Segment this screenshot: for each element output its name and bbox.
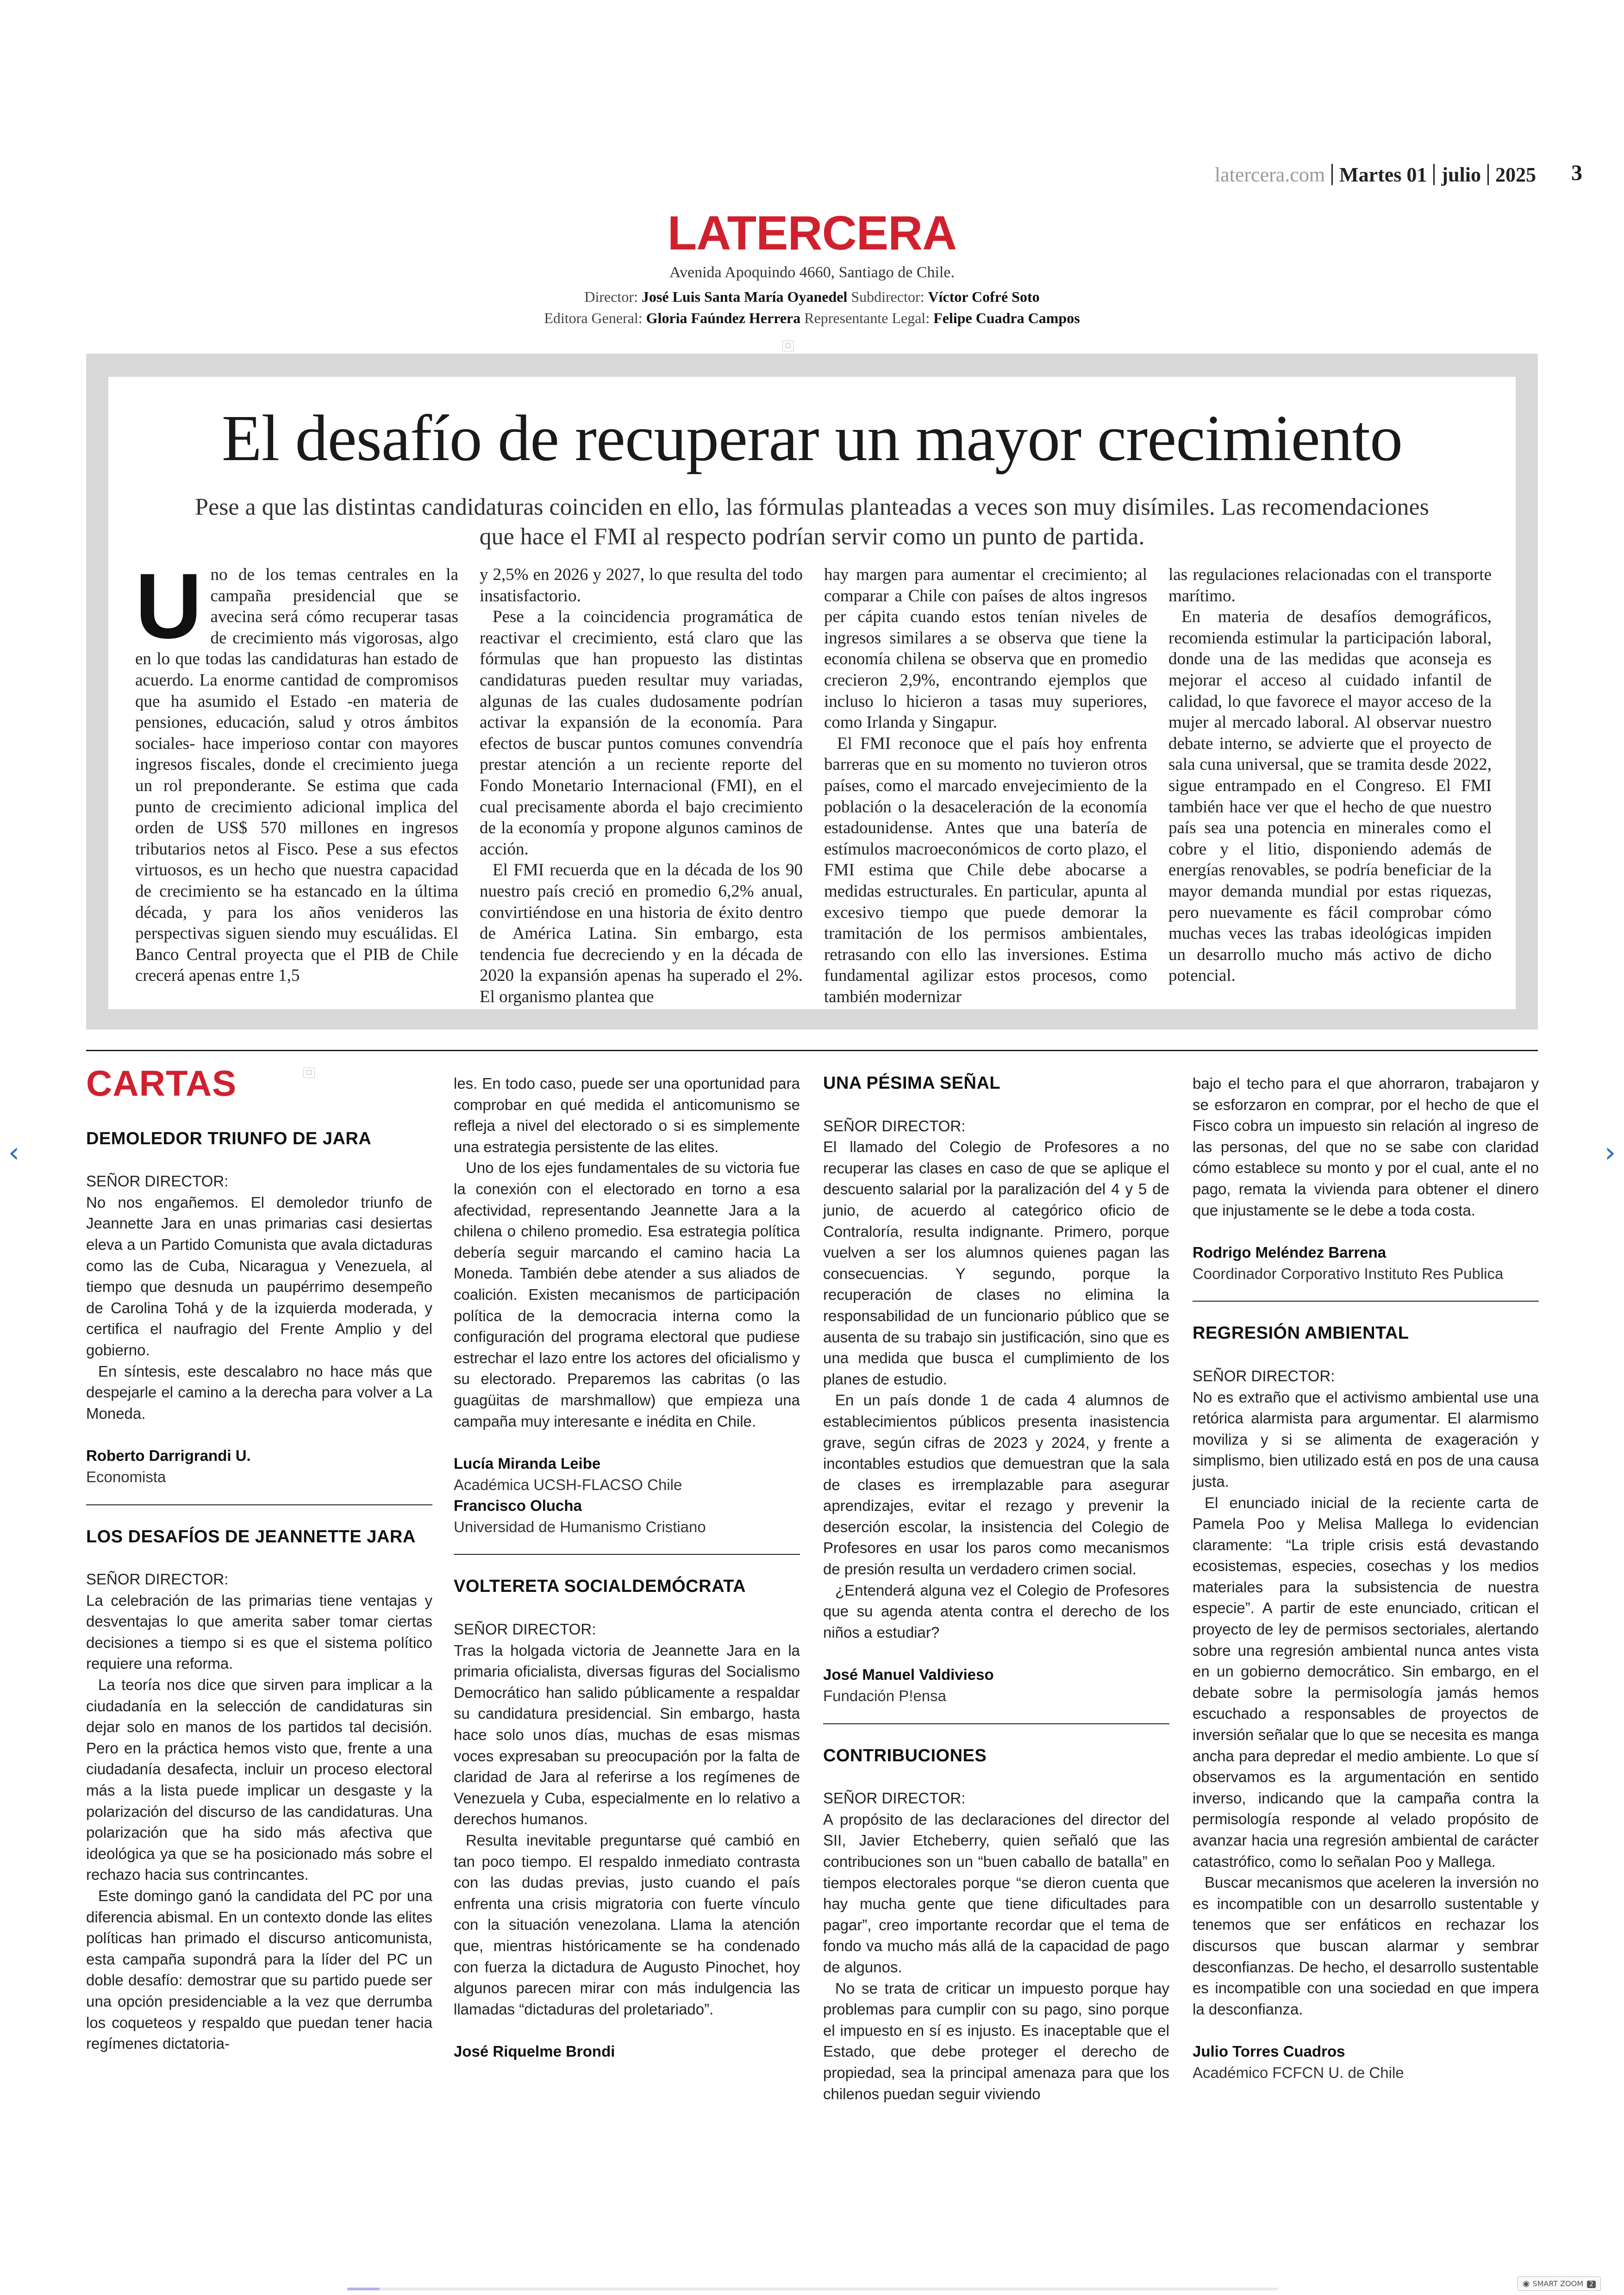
letter-salutation: SEÑOR DIRECTOR: xyxy=(454,1621,596,1638)
editorial-paragraph: las regulaciones relacionadas con el transporte marítimo. xyxy=(1168,565,1492,605)
letter-affiliation: Economista xyxy=(86,1468,166,1485)
letters-column-4 xyxy=(1193,1073,1539,2083)
letter-signature: Francisco Olucha xyxy=(454,1497,582,1515)
issue-date-line xyxy=(1215,163,1536,187)
letter-paragraph: Uno de los ejes fundamentales de su victoria fue la conexión con el electorado en torno a esa afectividad, representando Jeannette Jara a la chilena o chileno promedio. Esa estrategia política debería seguir marcando el camino hacia La Moneda. También debe atender a sus aliados de coalición. Existen mecanismos de participación política de la democracia interna como la configuración del programa electoral que pudiese estrechar el lazo entre los actores del oficialismo y su electorado. Preparemos las cabritas (o las guagüitas de marshmallow) que empieza una campaña muy interesante e inédita en Chile. xyxy=(454,1159,800,1430)
section-divider xyxy=(86,1050,1538,1051)
staff-box xyxy=(0,286,1624,329)
letter-divider xyxy=(823,1723,1169,1724)
page-scroll-bar[interactable] xyxy=(347,2288,1278,2290)
letter-affiliation: Académico FCFCN U. de Chile xyxy=(1193,2064,1404,2081)
editorial-paragraph: hay margen para aumentar el crecimiento; al comparar a Chile con países de altos ingresos per cápita cuando estos tenían niveles de ingresos similares a se observa que tiene la economía chilena se observa que en promedio crecieron 2,9%, encontrando ejemplos que incluso lo hicieron a tasas muy superiores, como Irlanda y Singapur. xyxy=(824,565,1147,732)
smart-zoom-button[interactable] xyxy=(1518,2276,1601,2291)
marker-icon: ☐ xyxy=(303,1067,315,1078)
editorial-column xyxy=(1168,564,1492,1007)
smart-zoom-badge: 2 xyxy=(1587,2281,1596,2288)
letter-paragraph: La teoría nos dice que sirven para implicar a la ciudadanía en la selección de candidaturas sin dejar solo en manos de los partidos tal decisión. Pero en la práctica hemos visto que, frente a una ciudadanía desafecta, incluir un proceso electoral más a la lista puede implicar un desgaste y la polarización del discurso de las candidaturas. Una polarización que ha sido más afectiva que ideológica ya que se ha posicionado más sobre el rechazo hacia sus contrincantes. xyxy=(86,1676,432,1883)
letter-title: REGRESIÓN AMBIENTAL xyxy=(1193,1323,1409,1343)
letter-divider xyxy=(1193,1301,1539,1302)
letter-signature: Lucía Miranda Leibe xyxy=(454,1455,601,1472)
letter-paragraph: En síntesis, este descalabro no hace más que despejarle el camino a la derecha para volver a La Moneda. xyxy=(86,1362,432,1422)
separator xyxy=(1433,164,1435,185)
letter-signature: José Riquelme Brondi xyxy=(454,2043,615,2060)
eye-icon: ◉ xyxy=(1522,2279,1530,2289)
letter-salutation: SEÑOR DIRECTOR: xyxy=(1193,1367,1335,1384)
letter-paragraph: El llamado del Colegio de Profesores a no recuperar las clases en caso de que se aplique el descuento salarial por la paralización del 4 y 5 de junio, de acuerdo al categórico oficio de Contraloría, resulta indignante. Primero, porque vuelven a ser los alumnos quienes pagan las consecuencias. Y segundo, porque la recuperación de clases no elimina la responsabilidad de un funcionario público que se ausenta de su trabajo sin justificación, sino que es una medida que busca el cumplimiento de los planes de estudio. xyxy=(823,1138,1169,1388)
editorial-paragraph: y 2,5% en 2026 y 2027, lo que resulta del todo insatisfactorio. xyxy=(480,565,803,605)
letter-paragraph: les. En todo caso, puede ser una oportunidad para comprobar en qué medida el anticomunismo se refleja a nivel del electorado o si es simplemente una estrategia persistente de las elites. xyxy=(454,1075,800,1155)
next-page-icon[interactable]: › xyxy=(1605,1136,1616,1169)
letter-paragraph: ¿Entenderá alguna vez el Colegio de Profesores que su agenda atenta contra el derecho de los niños a estudiar? xyxy=(823,1581,1169,1641)
prev-page-icon[interactable]: ‹ xyxy=(8,1136,19,1169)
letter-signature: José Manuel Valdivieso xyxy=(823,1666,994,1684)
newspaper-logo: LATERCERA xyxy=(667,206,957,260)
editorial-body xyxy=(135,555,1492,1007)
letter-affiliation: Coordinador Corporativo Instituto Res Publica xyxy=(1193,1265,1504,1282)
smart-zoom-label: SMART ZOOM xyxy=(1532,2279,1584,2288)
editorial-paragraph: En materia de desafíos demográficos, recomienda estimular la participación laboral, donde una de las medidas que aconseja es mejorar el acceso al cuidado infantil de calidad, lo que favorece el mayor acceso de la mujer al mercado laboral. Al observar nuestro debate interno, se advierte que el proyecto de sala cuna universal, que se tramita desde 2022, sigue entrampado en el Congreso. El FMI también hace ver que el hecho de que nuestro país sea una potencia en minerales como el cobre y el litio, disponiendo además de energías renovables, se podría beneficiar de la mayor demanda mundial por estas riquezas, pero nuevamente es fácil comprobar cómo muchas veces las trabas ideológicas impiden un desarrollo mucho más activo de dicho potencial. xyxy=(1168,607,1492,985)
letter-affiliation: Universidad de Humanismo Cristiano xyxy=(454,1518,706,1535)
section-title: CARTAS xyxy=(86,1063,237,1104)
staff-name: Víctor Cofré Soto xyxy=(928,288,1040,305)
issue-month: julio xyxy=(1441,163,1481,186)
staff-role: Director: xyxy=(584,288,638,305)
letter-salutation: SEÑOR DIRECTOR: xyxy=(823,1117,966,1135)
letter-paragraph: El enunciado inicial de la reciente carta de Pamela Poo y Melisa Mallega lo evidencian claramente: “La triple crisis está devastando ecosistemas, especies, cosechas y los medios materiales para la subsistencia de nuestra especie”. A partir de este enunciado, critican el proyecto de ley de permisos sectoriales, alertando sobre una regresión ambiental nunca antes vista en un gobierno democrático. Sin embargo, en el debate sobre la permisología jamás hemos escuchado a responsables de proyectos de inversión señalar que lo que se necesita es manga ancha para depredar el medio ambiente. Lo que sí observamos es la argumentación en sentido inverso, indicando que la campaña contra la permisología responde al velado propósito de avanzar hacia una regresión ambiental de carácter catastrófico, como lo señalan Poo y Mallega. xyxy=(1193,1494,1539,1870)
site-name: latercera.com xyxy=(1214,163,1325,186)
editorial-article xyxy=(108,377,1516,1009)
editorial-title: El desafío de recuperar un mayor crecimiento xyxy=(221,401,1403,474)
editorial-paragraph: El FMI recuerda que en la década de los 90 nuestro país creció en promedio 6,2% anual, convirtiéndose en una historia de éxito dentro de América Latina. Sin embargo, esta tendencia fue decreciendo y en la década de 2020 la expansión apenas ha superado el 2%. El organismo plantea que xyxy=(480,861,803,1006)
editorial-column xyxy=(480,564,803,1007)
letter-paragraph: Tras la holgada victoria de Jeannette Jara en la primaria oficialista, diversas figuras del Socialismo Democrático han salido públicamente a respaldar su candidatura presidencial. Sin embargo, hasta hace solo unos días, muchas de esas mismas voces expresaban su preocupación por la falta de claridad de Jara al referirse a los regímenes de Venezuela y Cuba, especialmente en lo relativo a derechos humanos. xyxy=(454,1641,800,1828)
letter-paragraph: No nos engañemos. El demoledor triunfo de Jeannette Jara en unas primarias casi desiertas eleva a un Partido Comunista que avala dictaduras como las de Cuba, Nicaragua y Venezuela, al tiempo que desnuda un paupérrimo desempeño de Carolina Tohá y de la izquierda moderada, y certifica el naufragio del Frente Amplio y del gobierno. xyxy=(86,1193,432,1359)
issue-year: 2025 xyxy=(1495,163,1536,186)
masthead xyxy=(0,206,1624,329)
letter-divider xyxy=(454,1554,800,1555)
letter-paragraph: Este domingo ganó la candidata del PC por una diferencia abismal. En un contexto donde las elites políticas han primado el discurso anticomunista, esta campaña supondrá para la líder del PC un doble desafío: demostrar que su partido puede ser una opción presidenciable a la vez que derrumba los coqueteos y respaldo que puedan tener hacia regímenes dictatoria- xyxy=(86,1887,432,2052)
separator xyxy=(1331,164,1333,185)
letter-affiliation: Académica UCSH-FLACSO Chile xyxy=(454,1476,682,1493)
scroll-thumb[interactable] xyxy=(347,2288,380,2290)
editorial-frame xyxy=(86,354,1538,1029)
marker-icon: ☐ xyxy=(782,341,794,351)
editorial-paragraph: Pese a la coincidencia programática de reactivar el crecimiento, está claro que las fórmulas que han propuesto las distintas candidaturas pueden resultar muy variadas, algunas de las cuales dudosamente podrían activar la expansión de la economía. Para efectos de buscar puntos comunes convendría prestar atención a un reciente reporte del Fondo Monetario Internacional (FMI), en el cual precisamente aborda el bajo crecimiento de la economía y propone algunos caminos de acción. xyxy=(480,607,803,859)
letter-title: UNA PÉSIMA SEÑAL xyxy=(823,1073,1001,1093)
separator xyxy=(1487,164,1489,185)
editorial-paragraph: no de los temas centrales en la campaña presidencial que se avecina será cómo recuperar tasas de crecimiento más vigorosas, algo en lo que todas las candidaturas han estado de acuerdo. La enorme cantidad de compromisos que ha asumido el Estado -en materia de pensiones, educación, salud y otros ámbitos sociales- hace imperioso contar con mayores ingresos fiscales, donde el crecimiento juega un rol preponderante. Se estima que cada punto de crecimiento adicional implica del orden de US$ 570 millones en ingresos tributarios netos al Fisco. Pese a sus efectos virtuosos, es un hecho que nuestra capacidad de crecimiento se ha estancado en la última década, y para los años venideros las perspectivas siguen siendo muy escuálidas. El Banco Central proyecta que el PIB de Chile crecerá apenas entre 1,5 xyxy=(135,565,458,985)
issue-day: Martes 01 xyxy=(1339,163,1427,186)
letter-paragraph: A propósito de las declaraciones del director del SII, Javier Etcheberry, quien señaló que las contribuciones son un “buen caballo de batalla” en tiempos electorales porque “se dieron cuenta que hay mucha gente que tiene dificultades para pagar”, creo importante recordar que el tema de fondo va mucho más allá de la capacidad de pago de algunos. xyxy=(823,1810,1169,1976)
editorial-paragraph: El FMI reconoce que el país hoy enfrenta barreras que en su momento no tuvieron otros países, como el marcado envejecimiento de la población o la desaceleración de la economía estadounidense. Antes que una batería de estímulos macroeconómicos de corto plazo, el FMI estima que Chile debe abocarse a medidas estructurales. En particular, apunta al excesivo tiempo que puede demorar la tramitación de los permisos ambientales, retrasando con ello las inversiones. Estima fundamental agilizar estos procesos, como también modernizar xyxy=(824,734,1147,1006)
staff-role: Subdirector: xyxy=(851,288,924,305)
staff-line xyxy=(0,307,1624,329)
letters-column-1 xyxy=(86,1063,432,2054)
editorial-column xyxy=(135,555,458,1007)
letter-affiliation: Fundación P!ensa xyxy=(823,1687,947,1705)
letter-signature: Roberto Darrigrandi U. xyxy=(86,1447,251,1465)
letters-column-3 xyxy=(823,1073,1169,2104)
letter-salutation: SEÑOR DIRECTOR: xyxy=(86,1172,229,1190)
letter-title: CONTRIBUCIONES xyxy=(823,1746,987,1765)
staff-name: José Luis Santa María Oyanedel xyxy=(641,288,848,305)
letter-salutation: SEÑOR DIRECTOR: xyxy=(86,1571,229,1588)
letter-paragraph: En un país donde 1 de cada 4 alumnos de establecimientos públicos presenta inasistencia grave, según cifras de 2023 y 2024, y frente a incontables estudios que demuestran que la sala de clases es irremplazable para asegurar aprendizajes, evitar el rezago y prevenir la deserción escolar, la insistencia del Colegio de Profesores en usar los paros como mecanismos de presión resulta un verdadero crimen social. xyxy=(823,1391,1169,1578)
staff-name: Gloria Faúndez Herrera xyxy=(646,310,801,326)
editorial-subtitle: Pese a que las distintas candidaturas coinciden en ello, las fórmulas planteadas a veces son muy disímiles. Las recomendaciones que hace el FMI al respecto podrían servir como un punto de partida. xyxy=(195,494,1429,550)
editorial-column xyxy=(824,564,1147,1007)
masthead-address: Avenida Apoquindo 4660, Santiago de Chile. xyxy=(669,264,955,281)
letters-column-2 xyxy=(454,1073,800,2062)
letter-salutation: SEÑOR DIRECTOR: xyxy=(823,1790,966,1807)
letter-paragraph: No es extraño que el activismo ambiental use una retórica alarmista para argumentar. El alarmismo moviliza y si se alimenta de exageración y simplismo, bien utilizado está en pos de una causa justa. xyxy=(1193,1388,1539,1490)
letter-paragraph: No se trata de criticar un impuesto porque hay problemas para cumplir con su pago, sino porque el impuesto en sí es injusto. Es inaceptable que el Estado, que debe proteger el derecho de propiedad, sea la principal amenaza para que los chilenos puedan seguir viviendo xyxy=(823,1979,1169,2102)
letter-title: DEMOLEDOR TRIUNFO DE JARA xyxy=(86,1129,372,1148)
staff-role: Editora General: xyxy=(544,310,643,326)
letter-paragraph: bajo el techo para el que ahorraron, trabajaron y se esforzaron en comprar, por el hecho de que el Fisco cobra un impuesto sin relación al ingreso de las personas, del que no se sabe con claridad cómo establece su monto y por el cual, ante el no pago, remata la vivienda para obtener el dinero que injustamente se le debe a toda costa. xyxy=(1193,1075,1539,1219)
letter-divider xyxy=(86,1504,432,1505)
letter-title: VOLTERETA SOCIALDEMÓCRATA xyxy=(454,1577,746,1597)
letter-paragraph: La celebración de las primarias tiene ventajas y desventajas lo que amerita saber tomar ciertas decisiones a tiempo si es que el sistema político requiere una reforma. xyxy=(86,1591,432,1672)
staff-line xyxy=(0,286,1624,307)
letter-signature: Julio Torres Cuadros xyxy=(1193,2043,1345,2060)
letter-paragraph: Buscar mecanismos que aceleren la inversión no es incompatible con un desarrollo sustentable y tenemos que ser enfáticos en rechazar los discursos que buscan alarmar y sembrar desconfianzas. De hecho, el desarrollo sustentable es incompatible con una sociedad en que impera la desconfianza. xyxy=(1193,1874,1539,2018)
drop-cap: U xyxy=(135,555,202,658)
letter-paragraph: Resulta inevitable preguntarse qué cambió en tan poco tiempo. El respaldo inmediato contrasta con las dudas previas, justo cuando el país enfrenta una crisis migratoria con fuerte vínculo con la situación venezolana. Llama la atención que, mientras históricamente se ha condenado con fuerza la dictadura de Augusto Pinochet, hoy algunos parecen mirar con más indulgencia las llamadas “dictaduras del proletariado”. xyxy=(454,1832,800,2018)
letter-title: LOS DESAFÍOS DE JEANNETTE JARA xyxy=(86,1527,416,1547)
staff-name: Felipe Cuadra Campos xyxy=(933,310,1080,326)
staff-role: Representante Legal: xyxy=(804,310,930,326)
letter-signature: Rodrigo Meléndez Barrena xyxy=(1193,1244,1387,1261)
page-number: 3 xyxy=(1571,161,1582,185)
